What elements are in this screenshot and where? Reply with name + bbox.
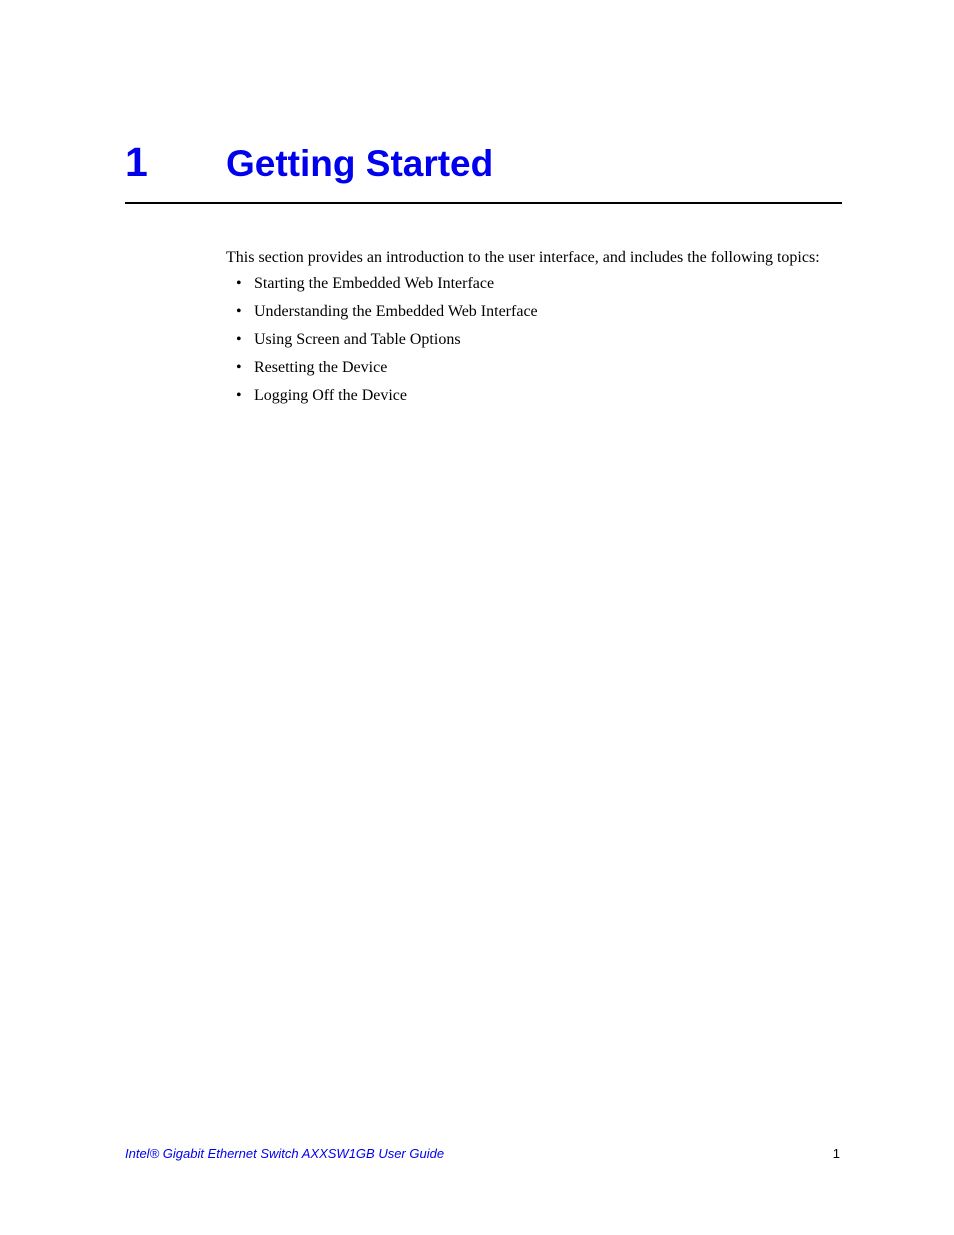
bullet-icon: • bbox=[236, 387, 242, 404]
intro-paragraph: This section provides an introduction to the user interface, and includes the following topics: bbox=[226, 249, 820, 266]
topic-list bbox=[226, 274, 826, 405]
footer-guide-title: Intel® Gigabit Ethernet Switch AXXSW1GB User Guide bbox=[125, 1146, 445, 1161]
bullet-icon: • bbox=[236, 331, 242, 348]
bullet-icon: • bbox=[236, 275, 242, 292]
topic-item bbox=[226, 274, 826, 293]
footer-page-number: 1 bbox=[832, 1146, 840, 1161]
topic-label: Logging Off the Device bbox=[254, 387, 407, 404]
topic-label: Starting the Embedded Web Interface bbox=[254, 275, 495, 292]
chapter-title: Getting Started bbox=[226, 143, 494, 184]
topic-item bbox=[226, 330, 826, 349]
topic-item bbox=[226, 386, 826, 405]
topic-item bbox=[226, 358, 826, 377]
chapter-content bbox=[226, 248, 826, 414]
chapter-header bbox=[125, 138, 842, 204]
topic-label: Understanding the Embedded Web Interface bbox=[254, 303, 538, 320]
topic-label: Resetting the Device bbox=[254, 359, 388, 376]
chapter-number: 1 bbox=[125, 139, 148, 185]
topic-label: Using Screen and Table Options bbox=[254, 331, 461, 348]
topic-item bbox=[226, 302, 826, 321]
bullet-icon: • bbox=[236, 303, 242, 320]
bullet-icon: • bbox=[236, 359, 242, 376]
